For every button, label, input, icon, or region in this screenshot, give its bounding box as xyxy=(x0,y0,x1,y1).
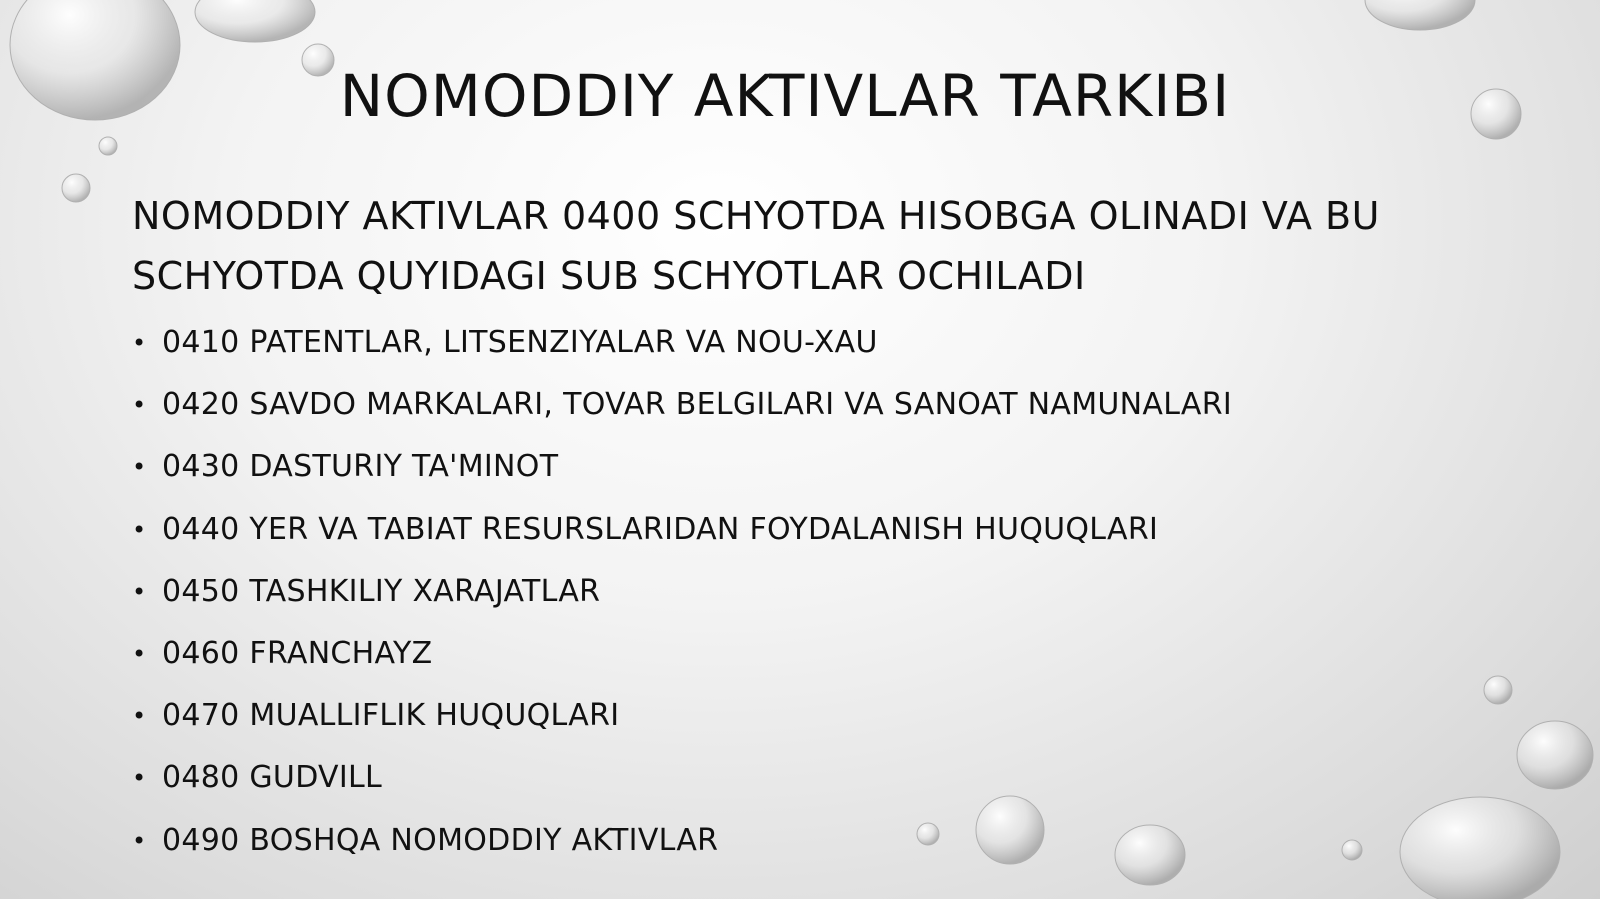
list-item xyxy=(132,810,1232,872)
slide-title: NOMODDIY AKTIVLAR TARKIBI xyxy=(339,62,1231,130)
list-item-text: 0470 MUALLIFLIK HUQUQLARI xyxy=(162,698,620,734)
list-item xyxy=(132,685,1232,747)
list-item-text: 0440 YER VA TABIAT RESURSLARIDAN FOYDALANISH HUQUQLARI xyxy=(162,511,1159,547)
list-item xyxy=(132,747,1232,809)
bullet-icon: • xyxy=(132,577,147,606)
bullet-icon: • xyxy=(132,329,147,357)
bullet-icon: • xyxy=(132,702,147,731)
list-item-text: 0410 PATENTLAR, LITSENZIYALAR VA NOU-XAU xyxy=(162,325,878,360)
list-item xyxy=(132,374,1232,436)
list-item xyxy=(132,561,1232,623)
bullet-icon: • xyxy=(132,639,147,668)
list-item xyxy=(132,312,1232,374)
bullet-icon: • xyxy=(132,453,147,482)
list-item-text: 0490 BOSHQA NOMODDIY AKTIVLAR xyxy=(162,822,719,858)
bullet-icon: • xyxy=(132,764,147,793)
bullet-icon: • xyxy=(132,826,147,855)
sub-account-list xyxy=(132,312,1232,872)
bullet-icon: • xyxy=(132,391,147,420)
bullet-icon: • xyxy=(132,515,147,544)
list-item xyxy=(132,499,1232,561)
list-item xyxy=(132,436,1232,498)
list-item-text: 0460 FRANCHAYZ xyxy=(162,635,433,671)
slide-intro-text: NOMODDIY AKTIVLAR 0400 SCHYOTDA HISOBGA OLINADI VA BU SCHYOTDA QUYIDAGI SUB SCHYOTLAR OCHILADI xyxy=(132,194,1380,298)
list-item-text: 0420 SAVDO MARKALARI, TOVAR BELGILARI VA SANOAT NAMUNALARI xyxy=(162,387,1233,423)
list-item-text: 0450 TASHKILIY XARAJATLAR xyxy=(162,573,601,609)
list-item-text: 0480 GUDVILL xyxy=(162,760,383,796)
list-item xyxy=(132,623,1232,685)
list-item-text: 0430 DASTURIY TA'MINOT xyxy=(162,449,559,485)
